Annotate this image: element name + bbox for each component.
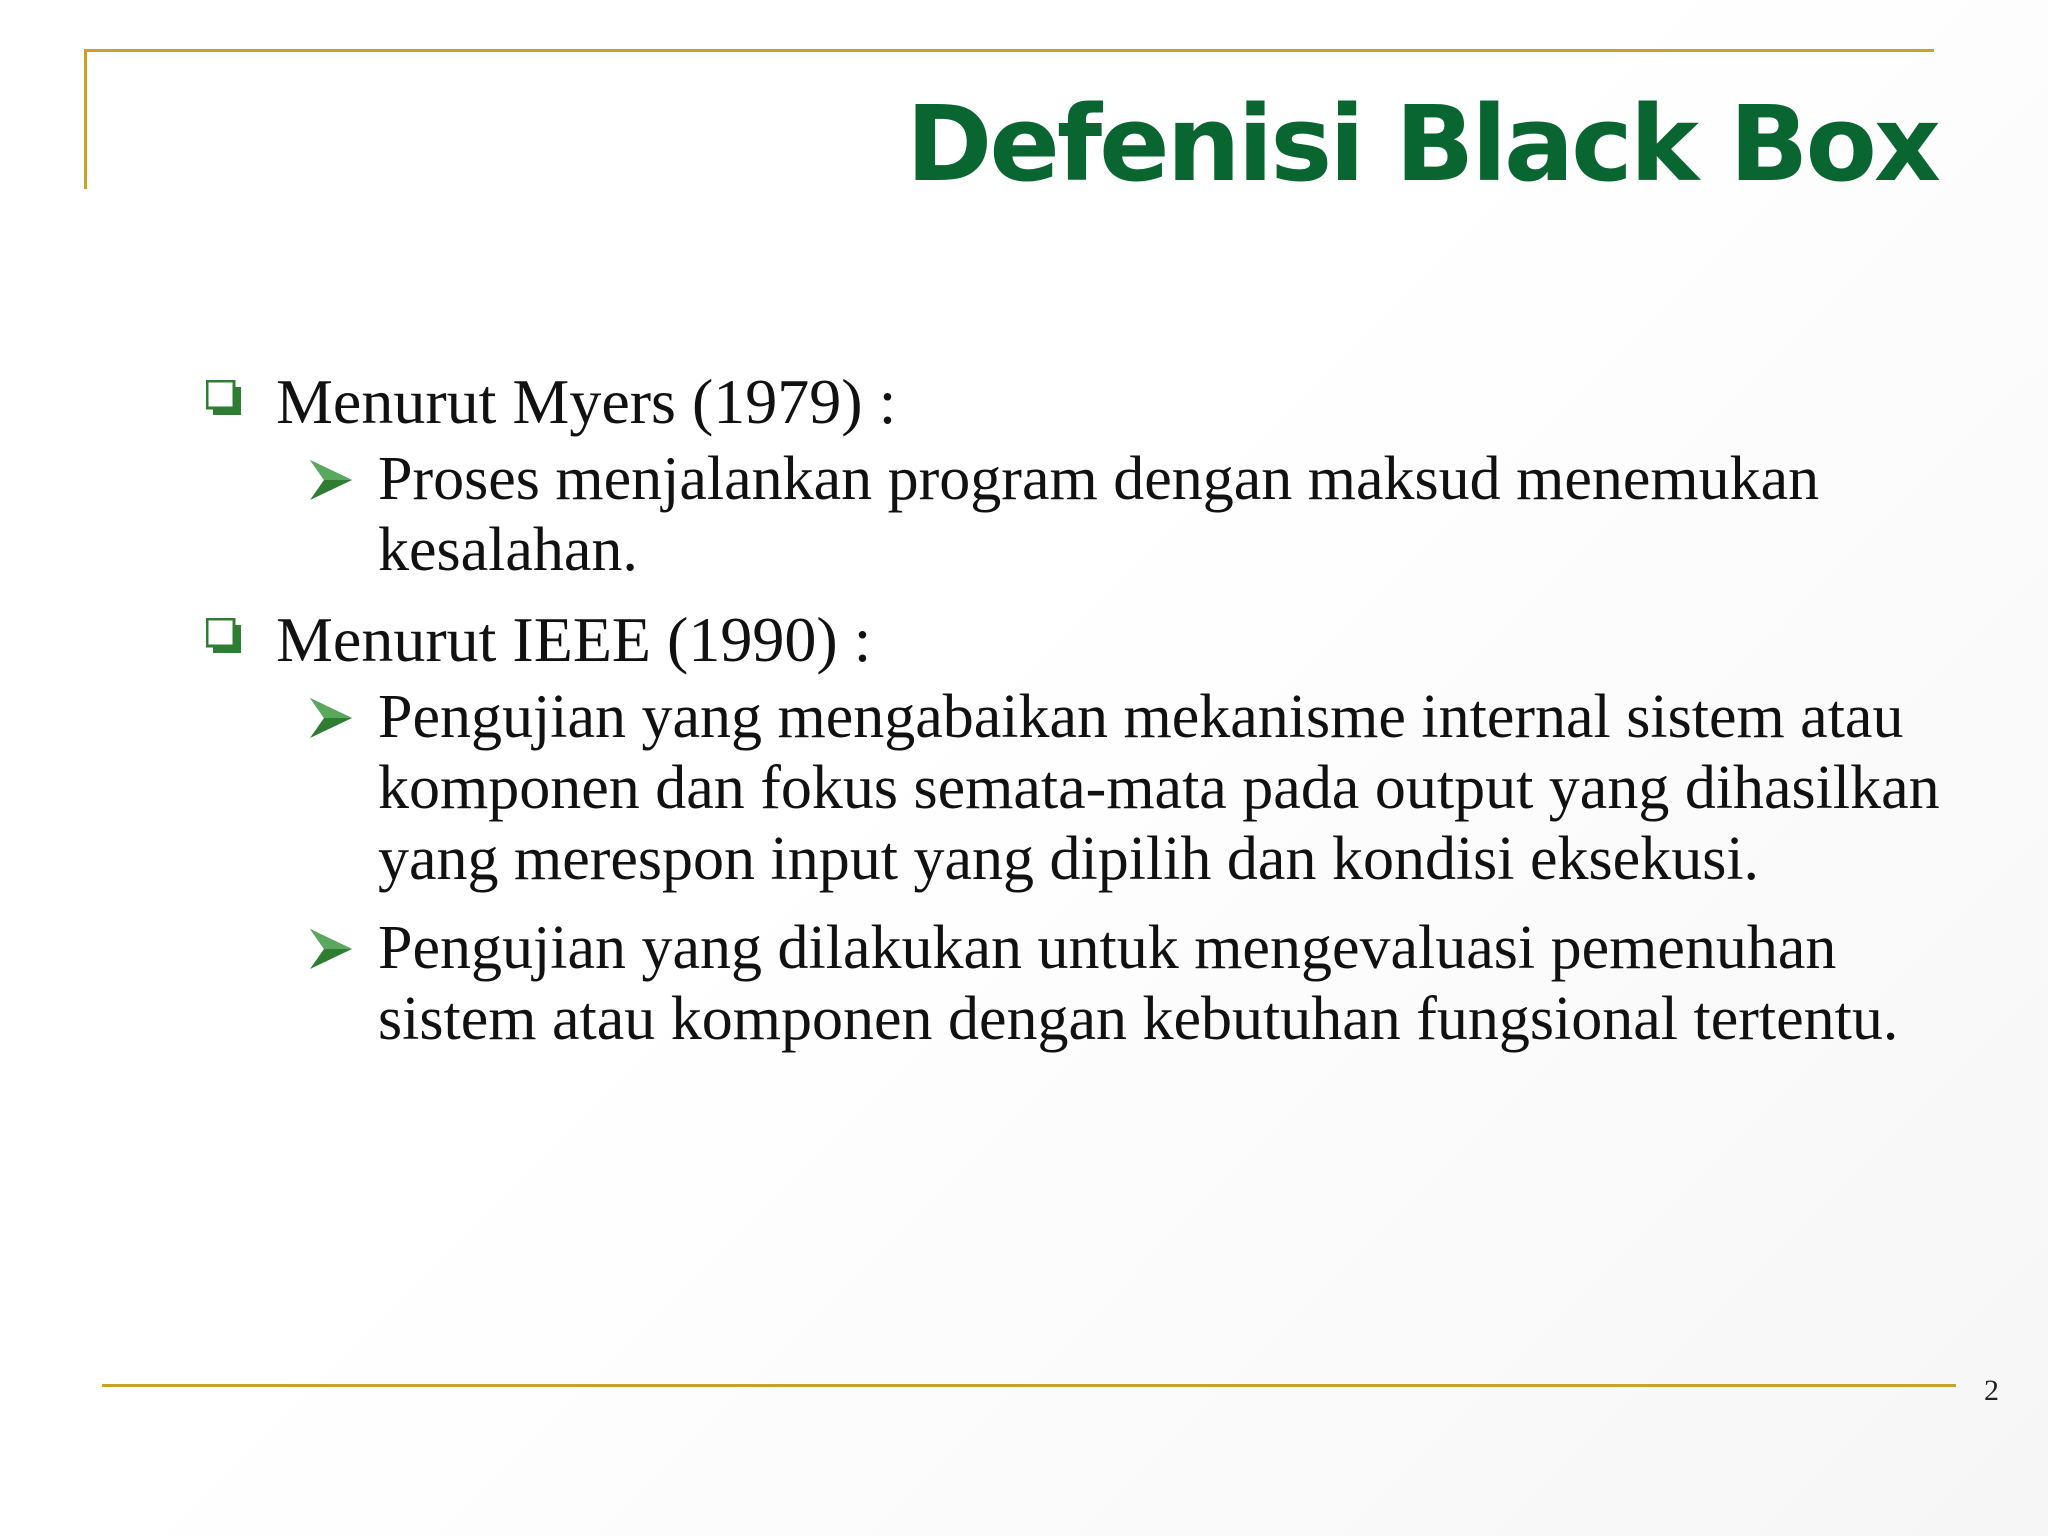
sub-bullet-item — [200, 444, 1940, 586]
sub-bullet-text: Pengujian yang dilakukan untuk mengevaluasi pemenuhan sistem atau komponen dengan kebutuhan fungsional tertentu. — [378, 914, 1899, 1053]
arrow-bullet-icon — [306, 696, 354, 740]
slide-content — [200, 360, 1940, 1073]
sub-bullet-item — [200, 682, 1940, 895]
bullet-text: Menurut Myers (1979) : — [276, 366, 897, 437]
sub-bullet-text: Pengujian yang mengabaikan mekanisme internal sistem atau komponen dan fokus semata-mata pada output yang dihasilkan yang merespon input yang dipilih dan kondisi eksekusi. — [378, 683, 1940, 893]
square-bullet-icon — [206, 618, 242, 654]
arrow-bullet-icon — [306, 458, 354, 502]
bullet-item-ieee — [200, 604, 1940, 676]
sub-bullet-item — [200, 913, 1940, 1055]
slide-title: Defenisi Black Box — [905, 83, 1938, 205]
top-border-line — [84, 49, 1934, 52]
bullet-item-myers — [200, 366, 1940, 438]
bullet-text: Menurut IEEE (1990) : — [276, 604, 872, 675]
square-bullet-icon — [206, 380, 242, 416]
footer-line — [102, 1384, 1956, 1387]
sub-bullet-text: Proses menjalankan program dengan maksud menemukan kesalahan. — [378, 445, 1820, 584]
left-border-line — [84, 49, 87, 189]
page-number: 2 — [1984, 1374, 1999, 1407]
arrow-bullet-icon — [306, 927, 354, 971]
